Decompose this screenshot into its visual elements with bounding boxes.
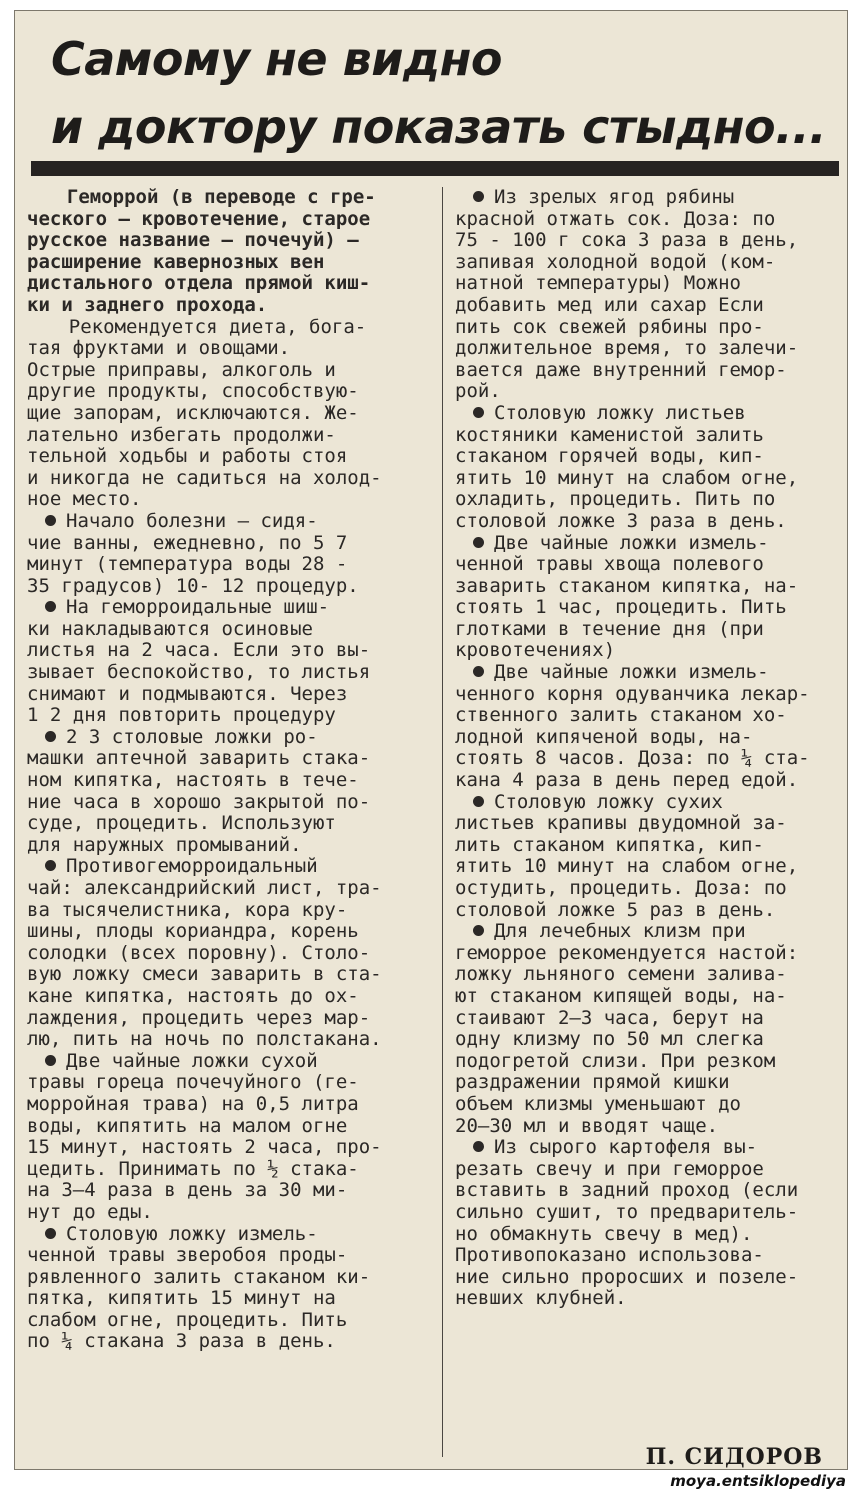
text-line-content: на 3—4 раза в день за 30 ми- <box>27 1180 348 1202</box>
text-line <box>455 835 843 857</box>
text-line <box>27 1137 429 1159</box>
watermark: moya.entsiklopediya <box>670 1472 846 1490</box>
newspaper-clipping <box>14 10 848 1470</box>
text-line <box>27 1310 429 1332</box>
text-line-content: и никогда не садиться на холод- <box>27 467 382 489</box>
text-line-content: должительное время, то залечи- <box>455 338 799 360</box>
text-line-content: кровотечениях) <box>455 640 616 662</box>
text-line-content: охладить, процедить. Пить по <box>455 489 776 511</box>
text-line <box>27 1029 429 1051</box>
text-line-content: снимают и подмываются. Через <box>27 683 348 705</box>
text-line-content: слабом огне, процедить. Пить <box>27 1309 348 1331</box>
text-line-content: ние сильно проросших и позеле- <box>455 1266 799 1288</box>
text-line <box>455 619 843 641</box>
text-line-content: лаждения, процедить через мар- <box>27 1007 371 1029</box>
text-line-content: цедить. Принимать по ½ стака- <box>27 1158 359 1180</box>
text-line-content: ложку льняного семени залива- <box>455 964 787 986</box>
text-line-content: суде, процедить. Используют <box>27 813 336 835</box>
bullet-icon <box>473 796 484 807</box>
text-line-content: стаивают 2—3 часа, берут на <box>455 1007 764 1029</box>
text-line-content: лодной кипяченой воды, на- <box>455 726 753 748</box>
text-line-content: Противопоказано использова- <box>455 1245 764 1267</box>
text-line <box>27 489 429 511</box>
text-line <box>455 230 843 252</box>
text-line <box>27 533 429 555</box>
text-line <box>27 230 429 252</box>
text-line-content: 1 2 дня повторить процедуру <box>27 705 336 727</box>
text-line <box>455 684 843 706</box>
text-line <box>455 1288 843 1310</box>
text-line-content: рой. <box>455 381 501 403</box>
text-line <box>27 921 429 943</box>
text-line-content: ченного корня одуванчика лекар- <box>455 683 810 705</box>
text-line <box>27 1072 429 1094</box>
text-line-content: пить сок свежей рябины про- <box>455 316 764 338</box>
text-line <box>27 209 429 231</box>
text-line <box>455 662 843 684</box>
author-byline: П. СИДОРОВ <box>645 1444 823 1470</box>
text-line <box>455 1224 843 1246</box>
text-line-content: минут (температура воды 28 - <box>27 554 348 576</box>
article-paragraph <box>455 792 843 922</box>
text-line <box>27 1094 429 1116</box>
headline-line-1: Самому не видно <box>51 32 502 86</box>
text-line-content: На геморроидальные шиш- <box>66 597 330 619</box>
text-line-content: Столовую ложку измель- <box>66 1223 318 1245</box>
text-line <box>27 684 429 706</box>
text-line-content: 35 градусов) 10- 12 процедур. <box>27 575 359 597</box>
text-line <box>27 1288 429 1310</box>
text-line-content: тельной ходьбы и работы стоя <box>27 446 348 468</box>
text-line-content: ченной травы зверобоя проды- <box>27 1245 348 1267</box>
text-line-content: 75 - 100 г сока 3 раза в день, <box>455 230 799 252</box>
text-line <box>455 1008 843 1030</box>
text-line-content: ние часа в хорошо закрытой по- <box>27 791 371 813</box>
headline-rule <box>31 161 839 176</box>
article-paragraph <box>27 317 429 511</box>
text-line-content: шины, плоды кориандра, корень <box>27 921 359 943</box>
text-line-content: зывает беспокойство, то листья <box>27 662 371 684</box>
article-paragraph <box>27 597 429 727</box>
text-line-content: чие ванны, ежедневно, по 5 7 <box>27 532 348 554</box>
text-line <box>455 1159 843 1181</box>
text-line-content: натной температуры) Можно <box>455 273 741 295</box>
text-line <box>455 1180 843 1202</box>
text-line-content: костяники каменистой залить <box>455 424 764 446</box>
text-line <box>455 1094 843 1116</box>
right-column <box>455 187 843 1310</box>
text-line-content: щие запорам, исключаются. Же- <box>27 402 359 424</box>
text-line <box>27 1224 429 1246</box>
text-line-content: дистального отдела прямой киш- <box>27 273 371 295</box>
text-line-content: остудить, процедить. Доза: по <box>455 878 787 899</box>
text-line-content: столовой ложке 3 раза в день. <box>455 510 787 532</box>
text-line-content: лательно избегать продолжи- <box>27 424 336 446</box>
text-line <box>455 273 843 295</box>
text-line <box>27 770 429 792</box>
article-paragraph <box>455 662 843 792</box>
bullet-icon <box>473 1141 484 1152</box>
text-line <box>27 964 429 986</box>
text-line <box>27 1159 429 1181</box>
article-paragraph <box>27 727 429 857</box>
text-line-content: Геморрой (в переводе с гре- <box>66 187 376 208</box>
text-line <box>455 1267 843 1289</box>
text-line <box>27 360 429 382</box>
bullet-icon <box>473 407 484 418</box>
text-line <box>27 295 429 317</box>
text-line-content: пятка, кипятить 15 минут на <box>27 1288 336 1310</box>
text-line-content: стоять 8 часов. Доза: по ¼ ста- <box>455 748 810 770</box>
text-line <box>455 986 843 1008</box>
article-paragraph <box>455 403 843 533</box>
text-line-content: ное место. <box>27 489 142 511</box>
text-line-content: ятить 10 минут на слабом огне, <box>455 856 799 878</box>
text-line <box>27 187 429 209</box>
headline <box>51 25 826 161</box>
text-line-content: сильно сушит, то предваритель- <box>455 1201 799 1223</box>
text-line <box>455 489 843 511</box>
article-paragraph <box>27 1224 429 1354</box>
text-line-content: кана 4 раза в день перед едой. <box>455 770 799 792</box>
text-line-content: Две чайные ложки измель- <box>494 662 769 684</box>
text-line-content: вую ложку смеси заварить в ста- <box>27 964 382 986</box>
text-line <box>455 252 843 274</box>
text-line-content: Две чайные ложки сухой <box>66 1050 318 1072</box>
text-line <box>455 403 843 425</box>
text-line-content: запивая холодной водой (ком- <box>455 251 776 273</box>
text-line-content: 2 3 столовые ложки ро- <box>66 726 318 748</box>
text-line <box>27 554 429 576</box>
text-line <box>455 317 843 339</box>
text-line <box>455 727 843 749</box>
text-line-content: морройная трава) на 0,5 литра <box>27 1093 359 1115</box>
text-line <box>455 878 843 900</box>
text-line <box>27 273 429 295</box>
text-line-content: Противогеморроидальный <box>66 856 318 878</box>
lead-paragraph <box>27 187 429 317</box>
text-line-content: чай: александрийский лист, тра- <box>27 878 382 899</box>
text-line <box>455 295 843 317</box>
text-line <box>27 900 429 922</box>
text-line-content: вается даже внутренний гемор- <box>455 359 787 381</box>
text-line-content: Из зрелых ягод рябины <box>494 187 735 208</box>
text-line-content: воды, кипятить на малом огне <box>27 1115 348 1137</box>
article-paragraph <box>455 187 843 403</box>
article-paragraph <box>27 1051 429 1224</box>
text-line <box>27 943 429 965</box>
text-line <box>27 986 429 1008</box>
article-paragraph <box>455 921 843 1137</box>
text-line <box>455 554 843 576</box>
bullet-icon <box>473 537 484 548</box>
text-line <box>27 1008 429 1030</box>
text-line <box>455 1202 843 1224</box>
text-line-content: ятить 10 минут на слабом огне, <box>455 467 799 489</box>
text-line-content: Острые приправы, алкоголь и <box>27 359 336 381</box>
text-line-content: расширение кавернозных вен <box>27 251 325 273</box>
text-line <box>27 1202 429 1224</box>
text-line <box>455 1072 843 1094</box>
text-line <box>27 403 429 425</box>
text-line-content: для наружных промываний. <box>27 834 302 856</box>
text-line <box>27 1245 429 1267</box>
text-line-content: добавить мед или сахар Если <box>455 294 764 316</box>
text-line-content: невших клубней. <box>455 1288 627 1310</box>
text-line <box>455 533 843 555</box>
article-paragraph <box>27 856 429 1050</box>
article-paragraph <box>27 511 429 597</box>
text-line-content: одну клизму по 50 мл слегка <box>455 1029 764 1051</box>
text-line <box>455 813 843 835</box>
text-line-content: 15 минут, настоять 2 часа, про- <box>27 1137 382 1159</box>
text-line <box>27 381 429 403</box>
text-line <box>455 921 843 943</box>
bullet-icon <box>473 191 484 202</box>
text-line-content: Для лечебных клизм при <box>494 921 746 943</box>
text-line-content: заварить стаканом кипятка, на- <box>455 575 799 597</box>
text-line-content: ченной травы хвоща полевого <box>455 554 764 576</box>
text-line-content: лю, пить на ночь по полстакана. <box>27 1029 382 1051</box>
text-line <box>455 748 843 770</box>
text-line <box>27 1116 429 1138</box>
text-line-content: Столовую ложку листьев <box>494 402 746 424</box>
text-line <box>455 576 843 598</box>
text-line <box>455 900 843 922</box>
bullet-icon <box>45 1055 56 1066</box>
text-line-content: солодки (всех поровну). Столо- <box>27 942 371 964</box>
bullet-icon <box>45 601 56 612</box>
bullet-icon <box>473 666 484 677</box>
text-line-content: нут до еды. <box>27 1201 153 1223</box>
text-line-content: ва тысячелистника, кора кру- <box>27 899 348 921</box>
text-line-content: листьев крапивы двудомной за- <box>455 813 787 835</box>
text-line-content: по ¼ стакана 3 раза в день. <box>27 1331 336 1353</box>
text-line-content: вставить в задний проход (если <box>455 1180 799 1202</box>
text-line <box>455 209 843 231</box>
text-line <box>27 878 429 900</box>
text-line <box>27 792 429 814</box>
text-line <box>27 1267 429 1289</box>
headline-line-2: и доктору показать стыдно... <box>51 100 827 154</box>
text-line-content: другие продукты, способствую- <box>27 381 359 403</box>
text-line-content: тая фруктами и овощами. <box>27 338 291 360</box>
text-line-content: стоять 1 час, процедить. Пить <box>455 597 787 619</box>
text-line-content: стаканом горячей воды, кип- <box>455 446 764 468</box>
text-line-content: объем клизмы уменьшают до <box>455 1093 741 1115</box>
text-line <box>27 640 429 662</box>
text-line <box>455 1245 843 1267</box>
text-line <box>455 446 843 468</box>
text-line <box>455 468 843 490</box>
text-line-content: лить стаканом кипятка, кип- <box>455 834 764 856</box>
text-line-content: но обмакнуть свечу в мед). <box>455 1223 753 1245</box>
text-line <box>27 1331 429 1353</box>
text-line <box>27 511 429 533</box>
text-line-content: кане кипятка, настоять до ох- <box>27 985 359 1007</box>
text-line <box>27 597 429 619</box>
text-line-content: ки и заднего прохода. <box>27 294 268 316</box>
text-line-content: ственного залить стаканом хо- <box>455 705 787 727</box>
text-line <box>455 360 843 382</box>
text-line-content: машки аптечной заварить стака- <box>27 748 371 770</box>
text-line <box>455 1116 843 1138</box>
text-line <box>27 856 429 878</box>
text-line <box>455 1051 843 1073</box>
text-line <box>27 317 429 339</box>
text-line <box>27 425 429 447</box>
text-line <box>455 705 843 727</box>
article-paragraph <box>455 533 843 663</box>
text-line-content: подогретой слизи. При резком <box>455 1050 776 1072</box>
text-line <box>27 446 429 468</box>
text-line <box>27 338 429 360</box>
text-line-content: раздражении прямой кишки <box>455 1072 730 1094</box>
text-line <box>27 727 429 749</box>
article-paragraph <box>455 1137 843 1310</box>
column-divider <box>442 187 443 1457</box>
text-line <box>27 813 429 835</box>
text-line <box>455 187 843 209</box>
text-line-content: Столовую ложку сухих <box>494 791 723 813</box>
text-line-content: резать свечу и при геморрое <box>455 1158 764 1180</box>
text-line <box>27 748 429 770</box>
text-line <box>455 511 843 533</box>
bullet-icon <box>473 925 484 936</box>
text-line <box>27 1051 429 1073</box>
bullet-icon <box>45 1228 56 1239</box>
text-line-content: ют стаканом кипящей воды, на- <box>455 985 787 1007</box>
text-line-content: травы гореца почечуйного (ге- <box>27 1072 359 1094</box>
text-line <box>455 1137 843 1159</box>
text-line-content: ческого — кровотечение, старое <box>27 208 371 230</box>
text-line <box>455 943 843 965</box>
text-line <box>27 705 429 727</box>
text-line <box>27 576 429 598</box>
bullet-icon <box>45 731 56 742</box>
text-line <box>27 1180 429 1202</box>
text-line <box>27 468 429 490</box>
text-line-content: геморрое рекомендуется настой: <box>455 942 799 964</box>
text-line <box>455 597 843 619</box>
text-line-content: ки накладываются осиновые <box>27 618 313 640</box>
text-line-content: листья на 2 часа. Если это вы- <box>27 640 371 662</box>
text-line-content: рявленного залить стаканом ки- <box>27 1266 371 1288</box>
text-line-content: русское название — почечуй) — <box>27 230 359 252</box>
text-line-content: красной отжать сок. Доза: по <box>455 208 776 230</box>
bullet-icon <box>45 860 56 871</box>
text-line <box>455 425 843 447</box>
text-line <box>455 640 843 662</box>
text-line-content: Две чайные ложки измель- <box>494 532 769 554</box>
text-line <box>455 964 843 986</box>
left-column <box>27 187 429 1353</box>
text-line-content: ном кипятка, настоять в тече- <box>27 770 359 792</box>
text-line-content: столовой ложке 5 раз в день. <box>455 899 776 921</box>
text-line <box>455 770 843 792</box>
text-line <box>27 619 429 641</box>
text-line-content: Из сырого картофеля вы- <box>494 1137 758 1159</box>
text-line-content: 20—30 мл и вводят чаще. <box>455 1115 719 1137</box>
text-line <box>27 662 429 684</box>
text-line <box>455 856 843 878</box>
text-line <box>455 1029 843 1051</box>
text-line <box>455 381 843 403</box>
text-line <box>455 792 843 814</box>
text-line <box>27 835 429 857</box>
text-line-content: Начало болезни — сидя- <box>66 510 318 532</box>
text-line-content: Рекомендуется диета, бога- <box>68 316 367 338</box>
text-line-content: глотками в течение дня (при <box>455 618 764 640</box>
text-line <box>27 252 429 274</box>
bullet-icon <box>45 515 56 526</box>
text-line <box>455 338 843 360</box>
